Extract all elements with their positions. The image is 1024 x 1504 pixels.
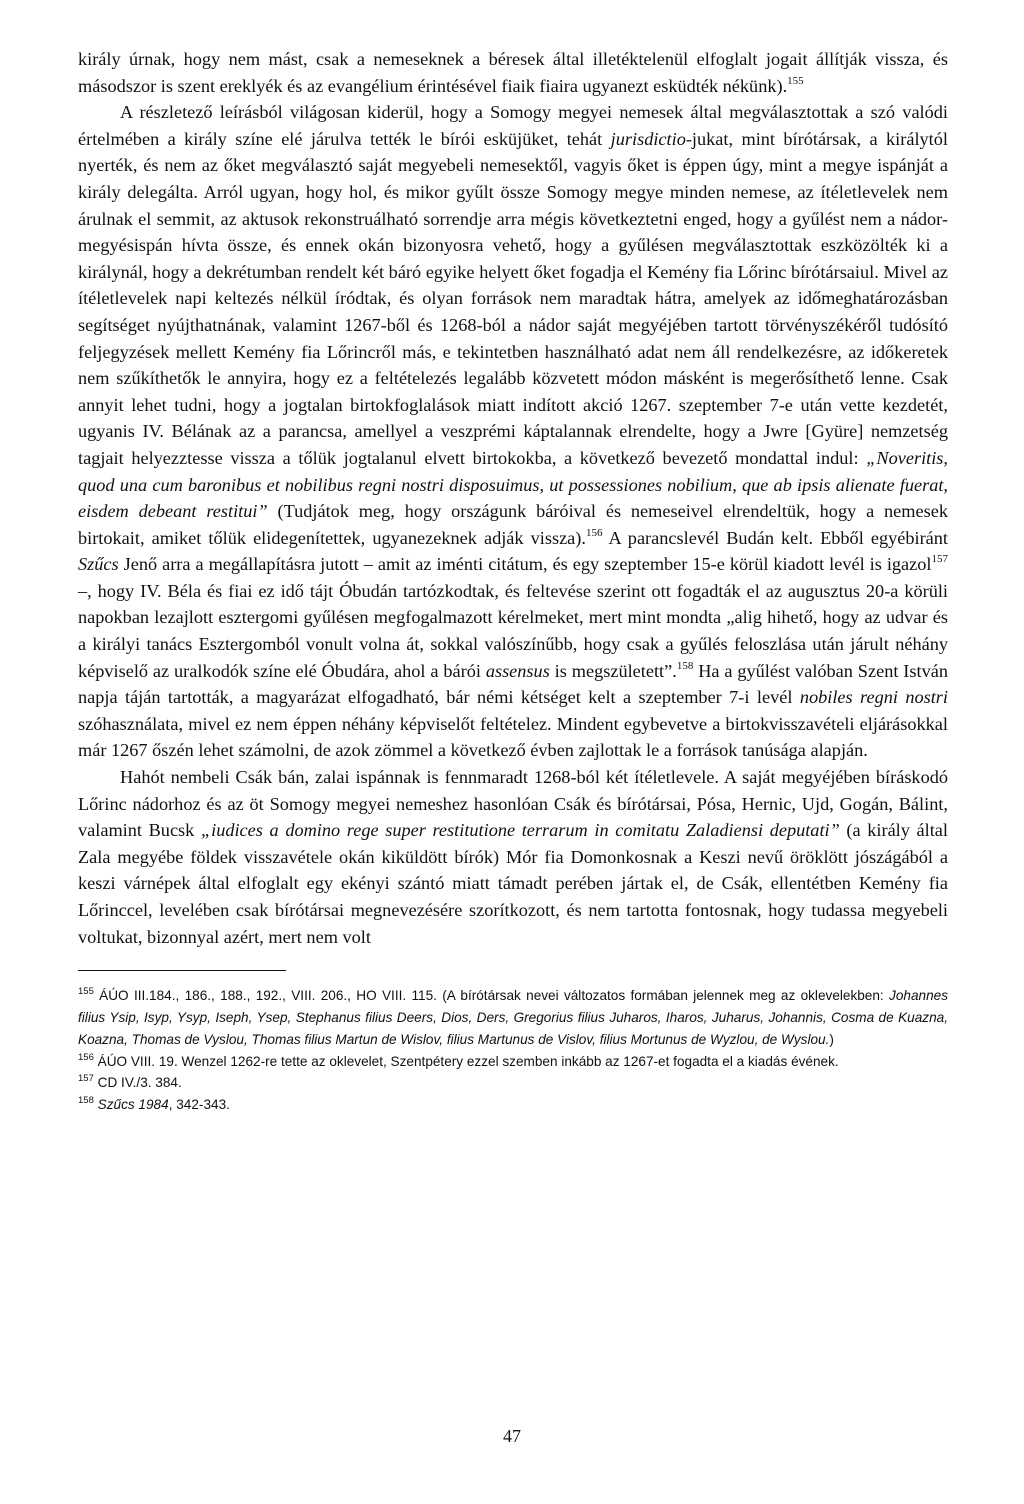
italic-run: Szűcs: [78, 554, 119, 575]
text-run: (Tudjátok meg, hogy országunk báróival és nemeseivel elrendeltük, hogy a nemesek birtokait, amiket tőlük elidegenítettek, ugyanezeknek adják vissza).: [78, 501, 948, 548]
text-run: király úrnak, hogy nem mást, csak a nemeseknek a béresek által illetéktelenül elfoglalt jogait állítják vissza, és másodszor is szent ereklyék és az evangélium érintésével fiaik fiaira ugyanezt esküdték nékünk).: [78, 49, 948, 96]
page-content: [78, 46, 948, 1116]
page-number: 47: [503, 1426, 521, 1446]
paragraph-3: [78, 764, 948, 950]
footnotes: [78, 985, 948, 1116]
italic-run: nobiles regni nostri: [799, 687, 948, 708]
text-run: Hahót nembeli Csák bán, zalai ispánnak is fennmaradt 1268-ból két ítéletlevele. A saját megyéjében bíráskodó Lőrinc nádorhoz és az öt Somogy megyei nemeshez hasonlóan Csák és bírótársai, Pósa, Hernic, Ujd, Gogán, Bálint, valamint Bucsk: [78, 767, 948, 841]
text-run: (a király által Zala megyébe földek visszavétele okán kiküldött bírók) Mór fia Domonkosnak a Keszi nevű öröklött jószágából a keszi várnépek által elfoglalt egy ekényi szántó miatt támadt perében jártak el, de Csák, ellentétben Kemény fia Lőrinccel, levelében csak bírótársai megnevezésére szorítkozott, és nem tartotta fontosnak, hogy tudassa megyebeli voltukat, bizonnyal azért, mert nem volt: [78, 820, 949, 947]
paragraph-2: [78, 99, 948, 764]
text-run: -jukat, mint bírótársak, a királytól nyerték, és nem az őket megválasztó saját megyebeli nemesektől, vagyis őket is éppen úgy, mint a megye ispánját a király delegálta. Arról ugyan, hogy hol, és mikor gyűlt össze Somogy megye minden nemese, az ítéletlevelek nem árulnak el semmit, az aktusok rekonstruálható sorrendje arra mégis következtetni enged, hogy a gyűlést nem a nádor-megyésispán hívta össze, és ennek okán bizonyosra vehető, hogy a gyűlésen megválasztottak eszközölték ki a királynál, hogy a dekrétumban rendelt két báró egyike helyett őket fogadja el Kemény fia Lőrinc bírótársaiul. Mivel az ítéletlevelek napi keltezés nélkül íródtak, és olyan források nem maradtak hátra, amelyek az időmeghatározásban segítséget nyújthatnának, valamint 1267-ből és 1268-ból a nádor saját megyéjében tartott törvényszékéről tudósító feljegyzések mellett Kemény fia Lőrincről más, e tekintetben használható adat nem áll rendelkezésre, az időkeretek nem szűkíthetők le annyira, hogy ez a feltételezés legalább közvetett módon másként is megerősíthető lenne. Csak annyit lehet tudni, hogy a jogtalan birtokfoglalások miatt indított akció 1267. szeptember 7-e után vette kezdetét, ugyanis IV. Bélának az a parancsa, amellyel a veszprémi káptalannak elrendelte, hogy a Jwre [Gyüre] nemzetség tagjait helyezztesse vissza a tőlük jogtalanul elvett birtokokba, a következő bevezető mondattal indul:: [78, 128, 948, 468]
text-run: is megszületett”.: [549, 660, 677, 681]
footnote-ref: 157: [931, 553, 948, 566]
footnote-ref: 158: [78, 1095, 94, 1107]
footnote-158: [78, 1094, 948, 1116]
footnote-157: [78, 1072, 948, 1094]
footnote-ref: 158: [676, 659, 694, 672]
footnote-156: [78, 1051, 948, 1073]
text-run: –, hogy IV. Béla és fiai ez idő tájt Óbudán tartózkodtak, és feltevése szerint ott fogadták el az augusztus 20-a körüli napokban lezajlott esztergomi gyűlésen megfogalmazott kérelmeket, mert mint mondta „alig hihető, hogy az udvar és a királyi tanács Esztergomból vonult volna át, sokkal valószínűbb, hogy csak a gyűlés feloszlása után járult néhány képviselő az uralkodók színe elé Óbudára, ahol a bárói: [78, 580, 948, 681]
text-run: CD IV./3. 384.: [93, 1075, 182, 1091]
italic-run: Johannes filius Ysip, Isyp, Ysyp, Iseph, Ysep, Stephanus filius Deers, Dios, Ders, Gregorius filius Juharos, Iharos, Juharus, Johannis, Cosma de Kuazna, Koazna, Thomas de Vyslou, Thomas filius Martun de Wislov, filius Martunus de Vislov, filius Mortunus de Wyzlou, de Wyslou.: [78, 988, 948, 1047]
text-run: , 342-343.: [168, 1097, 230, 1113]
footnote-ref: 156: [78, 1051, 94, 1063]
italic-run: assensus: [485, 660, 550, 681]
footnote-ref: 156: [585, 526, 603, 539]
italic-run: Szűcs 1984: [97, 1097, 169, 1113]
text-run: ÁÚO VIII. 19. Wenzel 1262-re tette az oklevelet, Szentpétery ezzel szemben inkább az 1267-et fogadta el a kiadás évének.: [93, 1053, 839, 1069]
text-run: Ha a gyűlést valóban Szent István napja táján tartották, a magyarázat elfogadható, bár némi kétséget kelt a szeptember 7-i levél: [78, 660, 948, 708]
italic-run: jurisdictio: [610, 128, 686, 149]
footnote-ref: 157: [78, 1073, 94, 1085]
text-run: ÁÚO III.184., 186., 188., 192., VIII. 206., HO VIII. 115. (A bírótársak nevei változatos formában jelennek meg az oklevelekben:: [93, 988, 890, 1004]
text-run: szóhasználata, mivel ez nem éppen néhány képviselőt feltételez. Mindent egybevetve a birtokvisszavételi eljárásokkal már 1267 őszén lehet számolni, de azok zömmel a következő évben zajlottak le a források tanúsága alapján.: [78, 713, 948, 761]
main-text: [78, 46, 948, 950]
text-run: Jenő arra a megállapításra jutott – amit az iménti citátum, és egy szeptember 15-e körül kiadott levél is igazol: [118, 554, 932, 575]
text-run: A parancslevél Budán kelt. Ebből egyébiránt: [602, 527, 948, 548]
footnote-ref: 155: [787, 74, 804, 87]
footnote-ref: 155: [78, 986, 94, 998]
italic-run: „Noveritis, quod una cum baronibus et nobilibus regni nostri disposuimus, ut possessiones nobilium, que ab ipsis alienate fuerat, eisdem debeant restitui”: [78, 447, 948, 522]
text-run: ): [829, 1031, 834, 1047]
italic-run: „iudices a domino rege super restitutione terrarum in comitatu Zaladiensi deputati”: [200, 820, 840, 841]
footnote-155: [78, 985, 948, 1050]
text-run: A részletező leírásból világosan kiderül, hogy a Somogy megyei nemesek által megválasztottak a szó valódi értelmében a király színe elé járulva tették le bírói esküjüket, tehát: [78, 102, 948, 149]
footnote-divider: [78, 970, 286, 971]
paragraph-1: [78, 46, 948, 99]
